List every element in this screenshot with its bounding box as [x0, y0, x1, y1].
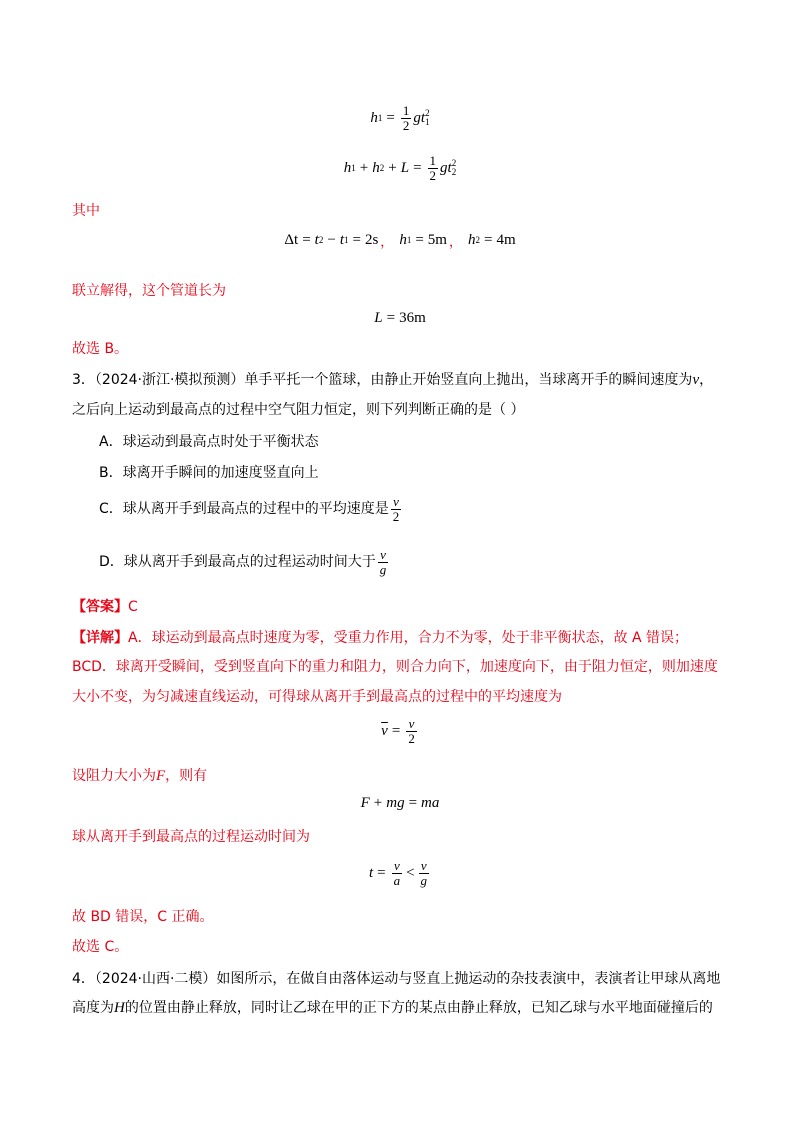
- option-b: B．球离开手瞬间的加速度竖直向上: [99, 465, 319, 481]
- text-resistance: 设阻力大小为F，则有: [72, 768, 208, 784]
- equation-h1-h2-L: h 1 + h 2 + L = $\frac{1}{2}$ gt 2 2: [343, 152, 457, 183]
- text-bd-wrong: 故 BD 错误，C 正确。: [72, 909, 214, 925]
- option-a: A．球运动到最高点时处于平衡状态: [99, 434, 319, 450]
- option-d: D．球从离开手到最高点的过程运动时间大于 $\frac{v}{g}$: [99, 546, 387, 577]
- question-3-line2: 之后向上运动到最高点的过程中空气阻力恒定，则下列判断正确的是（ ）: [72, 402, 525, 418]
- option-c: C．球从离开手到最高点的过程中的平均速度是 $\frac{v}{2}$: [99, 493, 400, 524]
- question-4-line1: 4．（2024·山西·二模）如图所示，在做自由落体运动与竖直上抛运动的杂技表演中，表演者让甲球从离地: [72, 971, 721, 987]
- equation-time: t = $\frac{v}{a}$ < $\frac{v}{g}$: [368, 857, 428, 888]
- detail-line1: 【详解】A．球运动到最高点时速度为零，受重力作用，合力不为零，处于非平衡状态，故 A 错误；: [72, 630, 689, 646]
- text-time: 球从离开手到最高点的过程运动时间为: [72, 829, 310, 845]
- equation-average-velocity: $\overline{v}$ = $\frac{v}{2}$: [381, 715, 415, 746]
- equation-delta-t: Δt = t 2 − t 1 = 2s ， h 1 = 5m ， h 2 = 4m: [284, 231, 516, 249]
- text-guxuan-b: 故选 B。: [72, 341, 129, 357]
- text-lianli: 联立解得，这个管道长为: [72, 283, 226, 299]
- detail-line2: BCD．球离开受瞬间，受到竖直向下的重力和阻力，则合力向下，加速度向下，由于阻力恒定，则加速度: [72, 659, 718, 675]
- equation-newton: F + mg = ma: [360, 794, 440, 811]
- equation-L: L = 36m: [374, 309, 426, 326]
- answer-line: 【答案】C: [72, 599, 138, 615]
- detail-line3: 大小不变，为匀减速直线运动，可得球从离开手到最高点的过程中的平均速度为: [72, 689, 562, 705]
- question-4-line2: 高度为H的位置由静止释放，同时让乙球在甲的正下方的某点由静止释放，已知乙球与水平地面碰撞后的: [72, 1000, 713, 1016]
- text-guxuan-c: 故选 C。: [72, 939, 129, 955]
- question-3-line1: 3．（2024·浙江·模拟预测）单手平托一个篮球，由静止开始竖直向上抛出，当球离开手的瞬间速度为v，: [72, 372, 714, 388]
- text-qizhong: 其中: [72, 203, 100, 219]
- equation-h1: h 1 = $\frac{1}{2}$ gt 2 1: [370, 102, 430, 133]
